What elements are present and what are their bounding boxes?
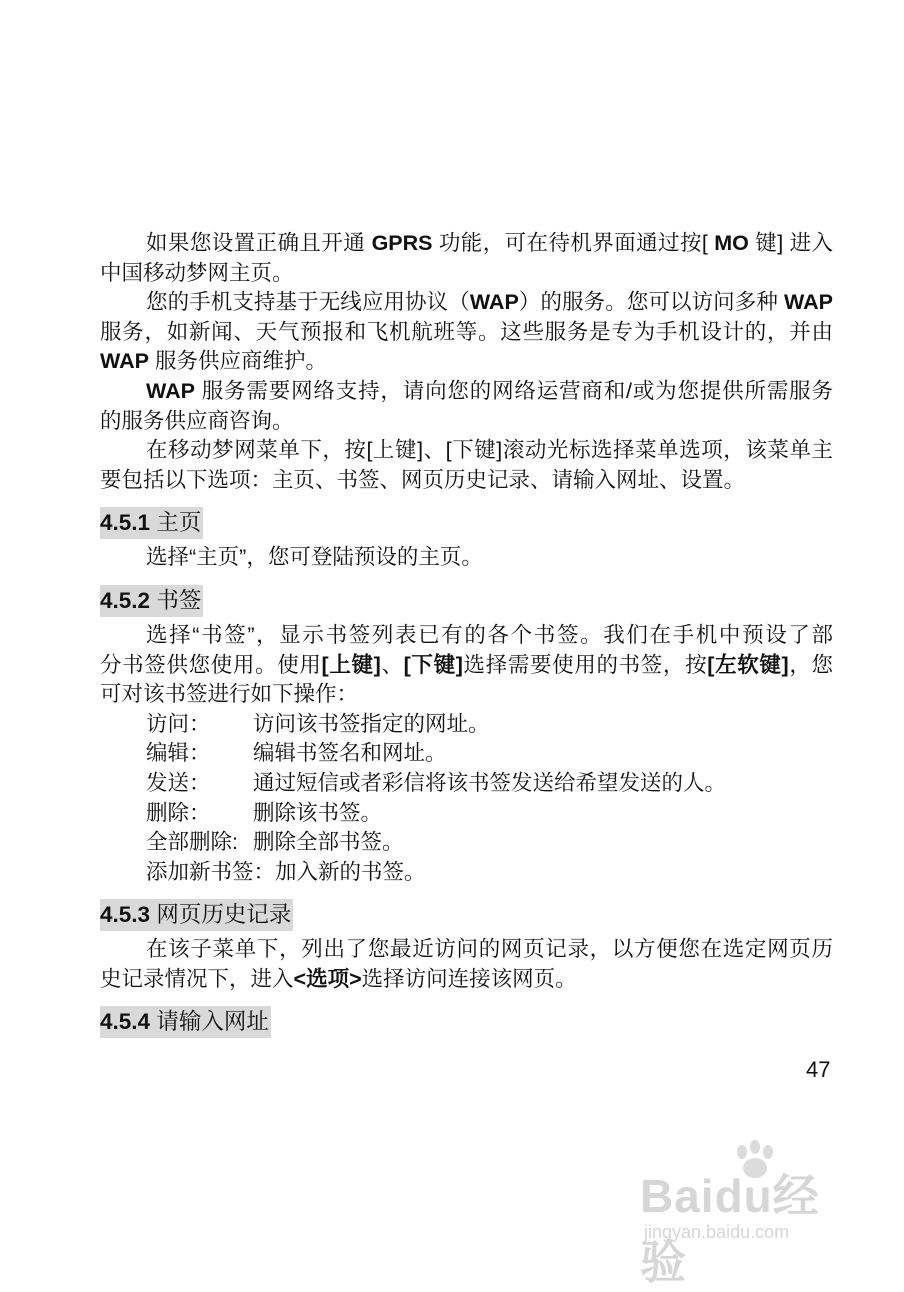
text-segment: [左软键] [707,652,789,677]
text-line [100,318,833,348]
operation-label: 全部删除: [146,830,238,855]
text-segment: GPRS [371,231,433,255]
text-segment: 分书签供您使用。使用 [100,652,322,677]
operation-description: 加入新的书签。 [275,859,426,884]
text-line [100,288,833,318]
text-segment: 服务需要网络支持，请向您的网络运营商和/或为您提供所需服务 [194,378,833,403]
text-segment: ）的服务。您可以访问多种 [518,290,784,315]
text-segment: WAP [469,290,519,315]
text-segment: 服务，如新闻、天气预报和飞机航班等。这些服务是专为手机设计的，并由 [100,319,833,344]
text-segment: 选择需要使用的书签，按 [462,652,708,677]
text-line [100,651,833,681]
operation-item [100,799,833,829]
text-segment: 键] 进入 [748,231,833,255]
text-segment: 的服务供应商咨询。 [100,408,294,433]
operation-description: 删除全部书签。 [253,830,404,855]
section-title: 主页 [156,510,202,536]
text-segment: 史记录情况下，进入 [100,966,294,991]
text-line [100,621,833,651]
text-segment: ，您 [788,652,833,677]
text-line [100,377,833,407]
text-segment: 在该子菜单下，列出了您最近访问的网页记录，以方便您在选定网页历 [146,937,833,962]
section-heading [100,1006,271,1038]
text-line [100,543,833,573]
operation-label: 删除： [146,800,211,825]
page-number: 47 [806,1057,831,1082]
text-segment: 如果您设置正确且开通 [146,231,372,255]
section-heading [100,585,203,617]
section-title: 请输入网址 [156,1009,269,1035]
text-segment: 选择“主页”，您可登陆预设的主页。 [146,545,483,570]
text-line [100,347,833,377]
text-segment: [上键] [321,652,381,677]
watermark-brand: Baidu经验 [640,1170,820,1288]
operation-label: 编辑： [146,741,211,766]
text-line [100,466,833,496]
text-line [100,935,833,965]
text-line [100,229,833,259]
operation-item [100,769,833,799]
text-segment: WAP [784,290,833,315]
text-line [100,965,833,995]
text-line [100,407,833,437]
operation-item [100,828,833,858]
text-segment: 选择“书签”，显示书签列表已有的各个书签。我们在手机中预设了部 [146,622,833,647]
text-segment: WAP [100,349,149,374]
operation-description: 通过短信或者彩信将该书签发送给希望发送的人。 [253,770,727,795]
text-segment: 您的手机支持基于无线应用协议（ [146,290,470,315]
operation-description: 访问该书签指定的网址。 [253,711,490,736]
section-heading [100,507,203,539]
text-segment: [下键] [403,652,463,677]
document-body [100,229,833,1042]
section-number: 4.5.2 [100,587,151,613]
section-title: 书签 [156,587,202,613]
operation-item [100,710,833,740]
text-segment: 服务供应商维护。 [148,349,327,374]
text-segment: 中国移动梦网主页。 [100,260,294,285]
section-number: 4.5.1 [100,510,151,536]
text-segment: 在移动梦网菜单下，按[上键]、[下键]滚动光标选择菜单选项，该菜单主 [146,438,833,463]
section-number: 4.5.4 [100,1009,151,1035]
text-segment: 选择访问连接该网页。 [361,966,577,991]
text-segment: WAP [146,378,195,403]
section-title: 网页历史记录 [156,902,292,928]
section-number: 4.5.3 [100,902,151,928]
text-line [100,259,833,289]
text-segment: 、 [380,652,404,677]
text-line [100,680,833,710]
text-segment: 功能，可在待机界面通过按[ [432,231,715,255]
text-segment: 要包括以下选项：主页、书签、网页历史记录、请输入网址、设置。 [100,467,746,492]
text-segment: <选项> [293,966,362,991]
operation-label: 添加新书签： [146,859,276,884]
baidu-watermark [640,1140,860,1288]
operation-description: 删除该书签。 [253,800,383,825]
section-heading [100,899,293,931]
operation-description: 编辑书签名和网址。 [253,741,447,766]
watermark-url: jingyan.baidu.com [644,1222,790,1242]
operation-label: 发送： [146,770,211,795]
operation-item [100,858,833,888]
operation-item [100,739,833,769]
text-segment: 可对该书签进行如下操作： [100,682,359,707]
text-segment: MO [714,231,749,255]
operation-label: 访问： [146,711,211,736]
text-line [100,436,833,466]
